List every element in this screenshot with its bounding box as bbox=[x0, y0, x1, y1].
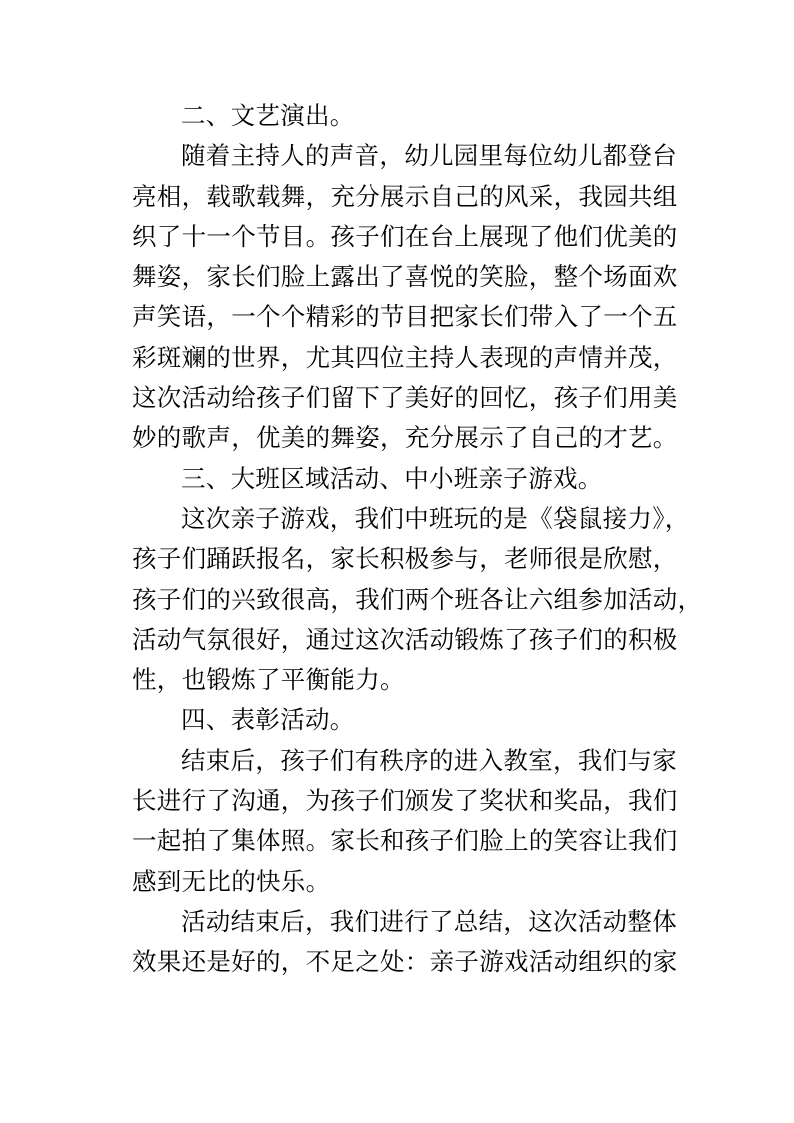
text-line: 效果还是好的，不足之处：亲子游戏活动组织的家 bbox=[132, 947, 678, 977]
text-line: 孩子们的兴致很高，我们两个班各让六组参加活动， bbox=[132, 584, 703, 614]
text-line: 舞姿，家长们脸上露出了喜悦的笑脸，整个场面欢 bbox=[132, 262, 678, 292]
text-line: 妙的歌声，优美的舞姿，充分展示了自己的才艺。 bbox=[132, 423, 678, 453]
section-heading-activities: 三、大班区域活动、中小班亲子游戏。 bbox=[181, 463, 603, 493]
text-line: 织了十一个节目。孩子们在台上展现了他们优美的 bbox=[132, 221, 678, 251]
text-line: 一起拍了集体照。家长和孩子们脸上的笑容让我们 bbox=[132, 826, 678, 856]
section-heading-awards: 四、表彰活动。 bbox=[181, 705, 355, 735]
text-line: 随着主持人的声音，幼儿园里每位幼儿都登台 bbox=[181, 141, 677, 171]
text-line: 亮相，载歌载舞，充分展示自己的风采，我园共组 bbox=[132, 181, 678, 211]
text-line: 结束后，孩子们有秩序的进入教室，我们与家 bbox=[181, 745, 677, 775]
text-line: 感到无比的快乐。 bbox=[132, 866, 331, 896]
text-line: 声笑语，一个个精彩的节目把家长们带入了一个五 bbox=[132, 302, 678, 332]
text-line: 孩子们踊跃报名，家长积极参与，老师很是欣慰， bbox=[132, 544, 678, 574]
text-line: 这次活动给孩子们留下了美好的回忆，孩子们用美 bbox=[132, 383, 678, 413]
section-heading-performance: 二、文艺演出。 bbox=[181, 101, 355, 130]
text-line: 性，也锻炼了平衡能力。 bbox=[132, 665, 405, 695]
text-line: 活动结束后，我们进行了总结，这次活动整体 bbox=[181, 906, 677, 936]
text-line: 彩斑斓的世界，尤其四位主持人表现的声情并茂， bbox=[132, 342, 678, 372]
document-body bbox=[132, 96, 703, 983]
text-line: 长进行了沟通，为孩子们颁发了奖状和奖品，我们 bbox=[132, 786, 678, 816]
text-line: 活动气氛很好，通过这次活动锻炼了孩子们的积极 bbox=[132, 624, 678, 654]
text-line: 这次亲子游戏，我们中班玩的是《袋鼠接力》， bbox=[181, 503, 690, 533]
